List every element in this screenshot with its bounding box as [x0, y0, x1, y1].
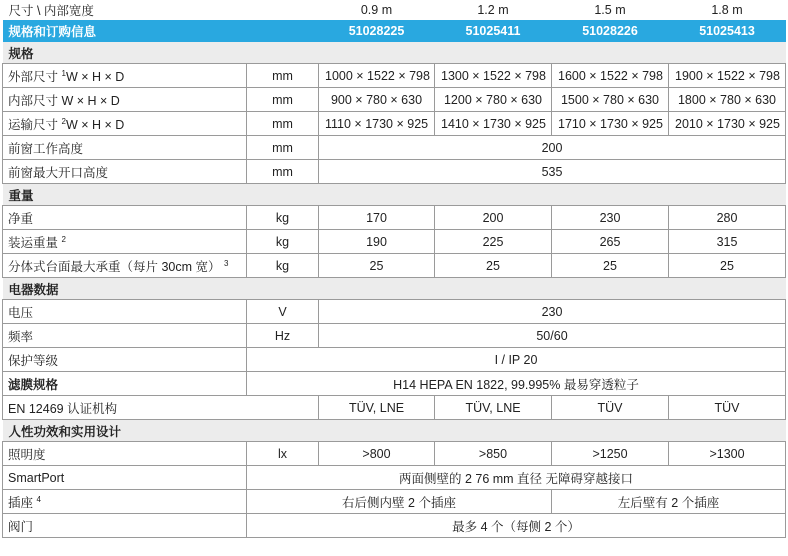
table-cell: 25: [552, 254, 669, 278]
table-cell: >1250: [552, 442, 669, 466]
row-unit: mm: [247, 88, 319, 112]
table-cell: 左后壁有 2 个插座: [552, 490, 786, 514]
table-cell: 25: [319, 254, 435, 278]
order-code: 51028225: [319, 20, 435, 42]
width-1-8: 1.8 m: [711, 3, 743, 17]
table-cell: >800: [319, 442, 435, 466]
table-row-external-dimensions: [3, 64, 786, 88]
width-1-2: 1.2 m: [477, 3, 509, 17]
row-unit: mm: [247, 64, 319, 88]
section-spec: [3, 42, 786, 64]
row-label: 滤膜规格: [3, 372, 247, 396]
table-cell: TÜV, LNE: [435, 396, 552, 420]
table-cell: 最多 4 个（每侧 2 个）: [247, 514, 786, 538]
row-unit: Hz: [247, 324, 319, 348]
section-title: 规格: [3, 42, 786, 64]
table-row-front-max-opening: [3, 160, 786, 184]
table-cell: TÜV: [669, 396, 786, 420]
table-row-front-working-height: [3, 136, 786, 160]
table-cell: 1300 × 1522 × 798: [435, 64, 552, 88]
row-unit: V: [247, 300, 319, 324]
table-cell: 900 × 780 × 630: [319, 88, 435, 112]
table-cell: 225: [435, 230, 552, 254]
table-cell: 265: [552, 230, 669, 254]
table-cell: 1110 × 1730 × 925: [319, 112, 435, 136]
table-row-certification: [3, 396, 786, 420]
row-label: 前窗工作高度: [3, 136, 247, 160]
table-cell: TÜV: [552, 396, 669, 420]
table-row-frequency: [3, 324, 786, 348]
width-0-9: 0.9 m: [360, 3, 393, 17]
row-label: 电压: [3, 300, 247, 324]
table-cell: 1900 × 1522 × 798: [669, 64, 786, 88]
row-unit: kg: [247, 254, 319, 278]
row-label: 运输尺寸 $^2$W × H × D: [3, 112, 247, 136]
row-unit: kg: [247, 206, 319, 230]
row-label: 装运重量 $^2$: [3, 230, 247, 254]
table-cell: 2010 × 1730 × 925: [669, 112, 786, 136]
section-title: 重量: [3, 184, 786, 206]
table-row-net-weight: [3, 206, 786, 230]
row-unit: kg: [247, 230, 319, 254]
row-label: EN 12469 认证机构: [3, 396, 319, 420]
table-row-split-worktop-load: [3, 254, 786, 278]
section-weight: [3, 184, 786, 206]
table-cell: 190: [319, 230, 435, 254]
row-unit: lx: [247, 442, 319, 466]
table-cell: 1710 × 1730 × 925: [552, 112, 669, 136]
row-label: SmartPort: [3, 466, 247, 490]
table-cell: 200: [435, 206, 552, 230]
table-row-filter-spec: [3, 372, 786, 396]
table-cell: 25: [669, 254, 786, 278]
section-electrical: [3, 278, 786, 300]
table-cell: 230: [552, 206, 669, 230]
table-cell: I / IP 20: [247, 348, 786, 372]
row-label: 照明度: [3, 442, 247, 466]
row-label: 分体式台面最大承重（每片 30cm 宽） $^3$: [3, 254, 247, 278]
table-cell: 右后侧内壁 2 个插座: [247, 490, 552, 514]
row-label: 外部尺寸 $^1$W × H × D: [3, 64, 247, 88]
section-title: 人性功效和实用设计: [3, 420, 786, 442]
width-header-label: 尺寸 \ 内部宽度: [8, 4, 94, 18]
order-code: 51025413: [669, 20, 786, 42]
table-row-valve: [3, 514, 786, 538]
table-cell: 1200 × 780 × 630: [435, 88, 552, 112]
table-cell: 170: [319, 206, 435, 230]
table-row-protection-class: [3, 348, 786, 372]
table-cell: H14 HEPA EN 1822, 99.995% 最易穿透粒子: [247, 372, 786, 396]
table-cell: 1600 × 1522 × 798: [552, 64, 669, 88]
table-row-smartport: [3, 466, 786, 490]
table-cell: 315: [669, 230, 786, 254]
table-row-shipping-dimensions: [3, 112, 786, 136]
table-cell: TÜV, LNE: [319, 396, 435, 420]
row-label: 频率: [3, 324, 247, 348]
table-row-socket: [3, 490, 786, 514]
width-1-5: 1.5 m: [594, 3, 626, 17]
row-label: 插座 $^4$: [3, 490, 247, 514]
table-cell: 1800 × 780 × 630: [669, 88, 786, 112]
width-header-row: [3, 0, 786, 20]
row-label: 保护等级: [3, 348, 247, 372]
order-info-label: 规格和订购信息: [3, 20, 319, 42]
table-cell: >1300: [669, 442, 786, 466]
table-row-shipping-weight: [3, 230, 786, 254]
table-row-internal-dimensions: [3, 88, 786, 112]
table-row-illuminance: [3, 442, 786, 466]
table-cell: 50/60: [319, 324, 786, 348]
table-cell: 535: [319, 160, 786, 184]
table-cell: 1500 × 780 × 630: [552, 88, 669, 112]
row-unit: mm: [247, 112, 319, 136]
table-cell: 200: [319, 136, 786, 160]
table-cell: >850: [435, 442, 552, 466]
spec-table: [2, 0, 786, 538]
order-info-row: [3, 20, 786, 42]
table-cell: 280: [669, 206, 786, 230]
table-cell: 1000 × 1522 × 798: [319, 64, 435, 88]
order-code: 51028226: [552, 20, 669, 42]
table-cell: 1410 × 1730 × 925: [435, 112, 552, 136]
row-label: 内部尺寸 W × H × D: [3, 88, 247, 112]
row-label: 净重: [3, 206, 247, 230]
row-label: 前窗最大开口高度: [3, 160, 247, 184]
order-code: 51025411: [435, 20, 552, 42]
table-cell: 两面侧壁的 2 76 mm 直径 无障碍穿越接口: [247, 466, 786, 490]
table-cell: 230: [319, 300, 786, 324]
row-unit: mm: [247, 160, 319, 184]
row-label: 阀门: [3, 514, 247, 538]
table-row-voltage: [3, 300, 786, 324]
section-title: 电器数据: [3, 278, 786, 300]
section-ergonomics: [3, 420, 786, 442]
row-unit: mm: [247, 136, 319, 160]
table-cell: 25: [435, 254, 552, 278]
